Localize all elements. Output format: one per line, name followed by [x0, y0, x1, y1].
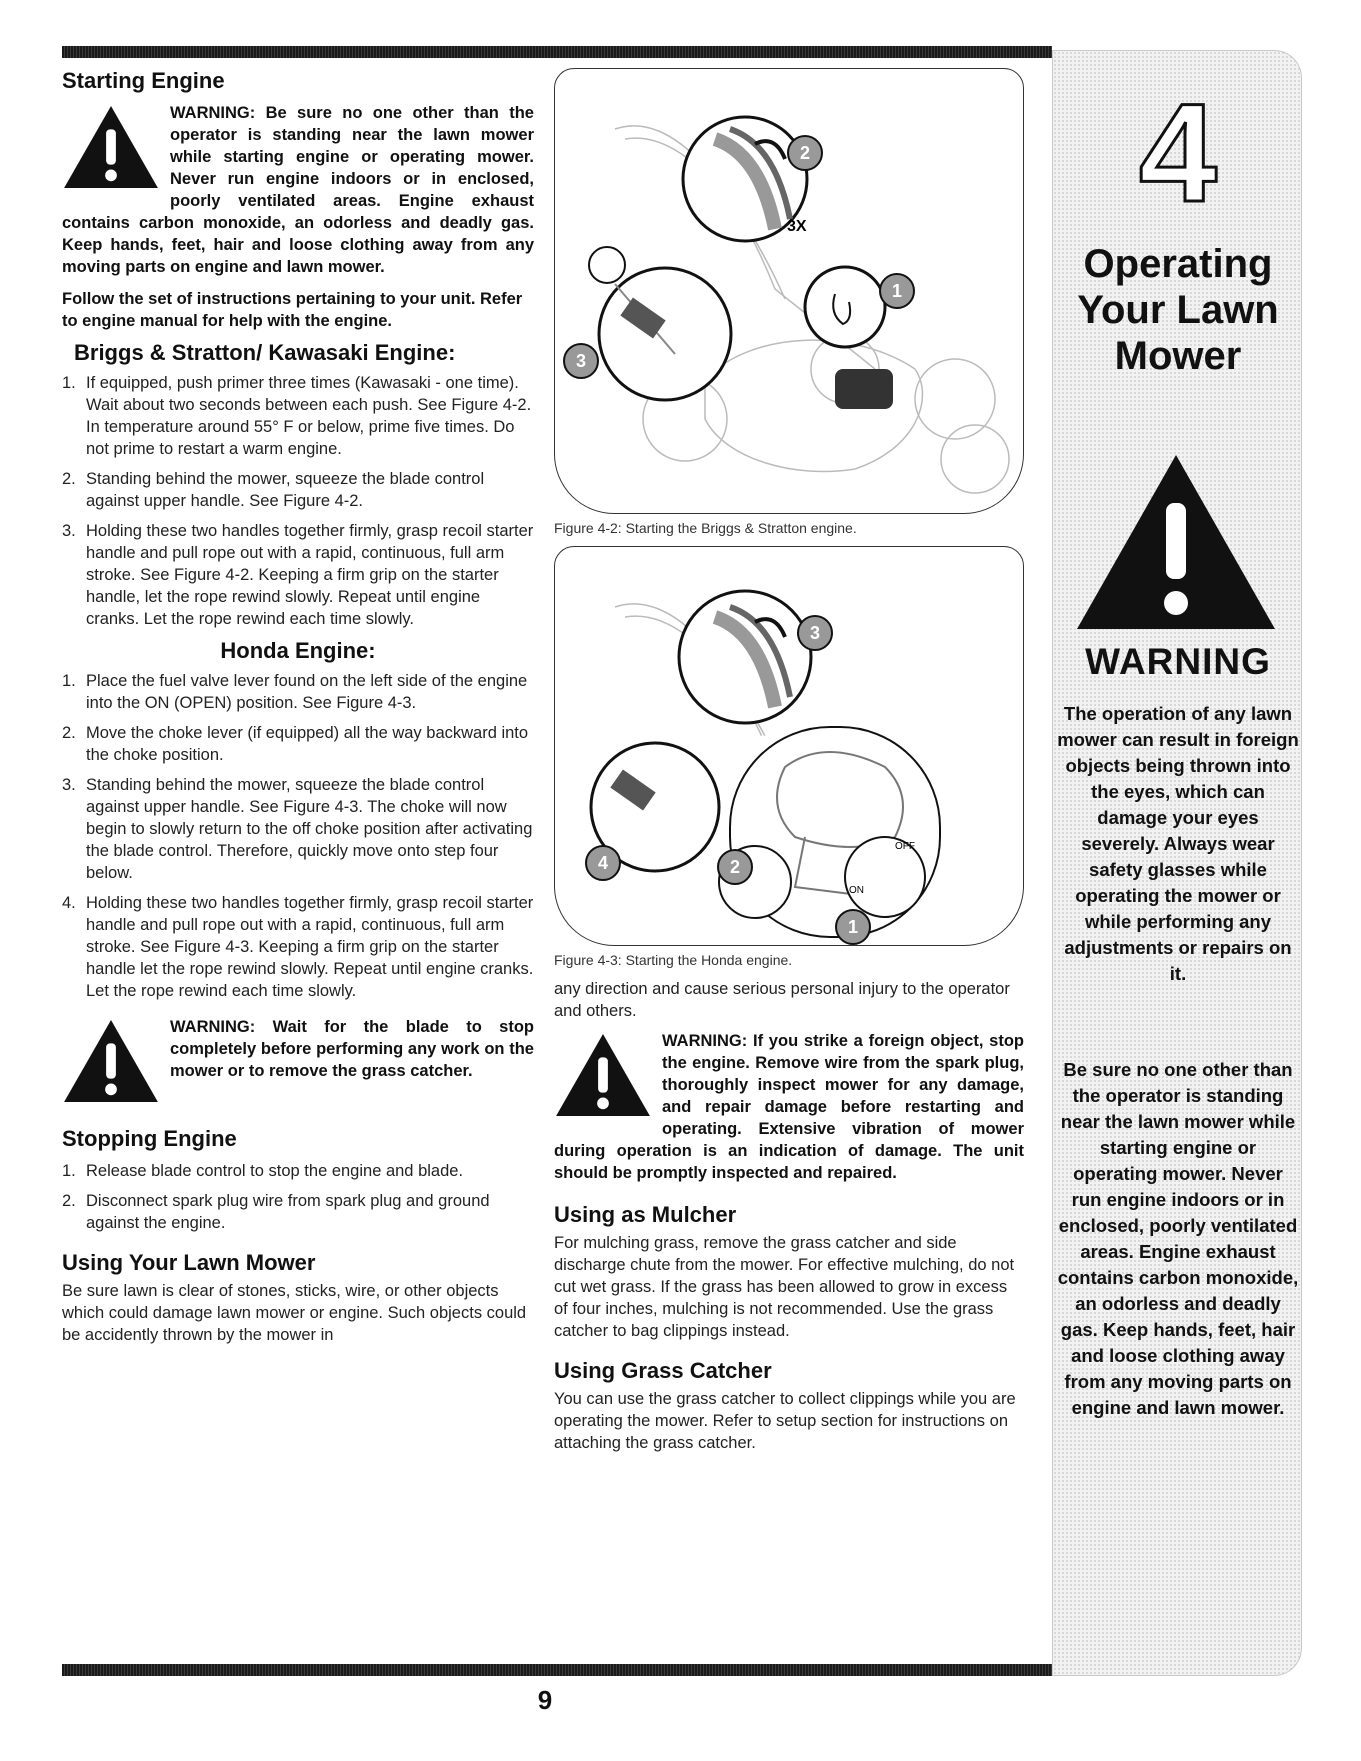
chapter-title: Operating Your Lawn Mower [1077, 242, 1279, 378]
list-item: 2. Move the choke lever (if equipped) all the way backward into the choke position. [62, 724, 529, 764]
list-item: 3. Standing behind the mower, squeeze the blade control against upper handle. See Figure 4-3. The choke will now begin to slowly return to the off choke position after activating the blade control. Therefore, quickly move onto step four below. [62, 776, 533, 882]
list-item: 3. Holding these two handles together firmly, grasp recoil starter handle and pull rope out with a rapid, continuous, full arm stroke. See Figure 4-2. Keeping a firm grip on the starter handle, let the rope rewind slowly. Repeat until engine cranks. Let the rope rewind each time slowly. [62, 522, 534, 628]
honda-steps [62, 670, 534, 1002]
on-label: ON [849, 885, 864, 896]
briggs-steps [62, 372, 534, 630]
list-item: 4. Holding these two handles together firmly, grasp recoil starter handle and pull rope out with a rapid, continuous, full arm stroke. See Figure 4-3. Keeping a firm grip on the starter handle let the rope rewind slowly. Repeat until engine cranks. Let the rope rewind each time slowly. [62, 894, 534, 1000]
list-item: 2. Standing behind the mower, squeeze the blade control against upper handle. See Figure 4-2. [62, 470, 485, 510]
mulcher-heading: Using as Mulcher [554, 1202, 737, 1227]
middle-column [554, 68, 1024, 1454]
figure-4-3-caption: Figure 4-3: Starting the Honda engine. [554, 952, 793, 968]
sidebar-warning-text-1: The operation of any lawn mower can result in foreign objects being thrown into the eyes, which can damage your eyes severely. Always wear safety glasses while operating the mower or while performing any adjustments or repairs on it. [1057, 703, 1299, 984]
svg-text:2: 2 [729, 857, 741, 877]
using-text-right: any direction and cause serious personal injury to the operator and others. [554, 980, 1010, 1020]
figure-4-2 [554, 68, 1024, 514]
using-text-left: Be sure lawn is clear of stones, sticks, wire, or other objects which could damage lawn mower or engine. Such objects could be accidently thrown by the mower in [62, 1282, 527, 1344]
grass-catcher-text: You can use the grass catcher to collect clippings while you are operating the mower. Refer to setup section for instructions on attaching the grass catcher. [554, 1390, 1016, 1452]
stopping-engine-heading: Stopping Engine [62, 1126, 237, 1151]
warning-triangle-icon [62, 1018, 160, 1104]
top-rule [62, 46, 1052, 58]
honda-engine-illustration [555, 547, 1023, 946]
grass-catcher-heading: Using Grass Catcher [554, 1358, 772, 1383]
foreign-object-warning: WARNING: If you strike a foreign object, stop the engine. Remove wire from the spark plug, thoroughly inspect mower for any damage, and repair damage before restarting and operating. Extensive vibration of mower during operation is an indication of damage. The unit should be promptly inspected and repaired. [554, 1032, 1024, 1182]
list-item: 1. If equipped, push primer three times (Kawasaki - one time). Wait about two seconds between each push. See Figure 4-2. In temperature around 55° F or below, prime five times. Do not prime to restart a warm engine. [62, 374, 532, 458]
svg-text:2: 2 [799, 143, 811, 163]
list-item: 1. Release blade control to stop the engine and blade. [62, 1162, 464, 1180]
figure-4-3 [554, 546, 1024, 946]
starting-engine-heading: Starting Engine [62, 68, 225, 93]
using-lawn-mower-heading: Using Your Lawn Mower [62, 1250, 316, 1275]
warning-triangle-icon [554, 1032, 652, 1118]
warning-triangle-icon [62, 104, 160, 190]
honda-heading: Honda Engine: [220, 638, 376, 663]
mulcher-text: For mulching grass, remove the grass catcher and side discharge chute from the mower. For effective mulching, do not cut wet grass. If the grass has been allowed to grow in excess of four inches, mulching is not recommended. Use the grass catcher to bag clippings instead. [554, 1234, 1015, 1340]
stopping-steps [62, 1160, 534, 1234]
list-item: 2. Disconnect spark plug wire from spark plug and ground against the engine. [62, 1192, 490, 1232]
starting-warning [62, 102, 534, 278]
chapter-number [1053, 81, 1303, 226]
svg-text:1: 1 [891, 281, 903, 301]
svg-text:3: 3 [575, 351, 587, 371]
follow-instructions-note: Follow the set of instructions pertaining to your unit. Refer to engine manual for help with the engine. [62, 290, 523, 330]
bottom-rule [62, 1664, 1052, 1676]
svg-text:4: 4 [597, 853, 609, 873]
briggs-heading: Briggs & Stratton/ Kawasaki Engine: [74, 340, 456, 365]
warning-triangle-icon [1073, 451, 1279, 633]
pull-3x-label: 3X [787, 218, 807, 235]
blade-stop-warning: WARNING: Wait for the blade to stop completely before performing any work on the mower or to remove the grass catcher. [62, 1016, 534, 1108]
figure-4-2-caption: Figure 4-2: Starting the Briggs & Stratton engine. [554, 520, 857, 536]
svg-text:1: 1 [847, 917, 859, 937]
svg-text:3: 3 [809, 623, 821, 643]
sidebar-warning-title: WARNING [1085, 641, 1271, 682]
sidebar-warning-text-2: Be sure no one other than the operator is standing near the lawn mower while starting engine or operating mower. Never run engine indoors or in enclosed, poorly ventilated areas. Engine exhaust contains carbon monoxide, an odorless and deadly gas. Keep hands, feet, hair and loose clothing away from any moving parts on engine and lawn mower. [1057, 1059, 1299, 1418]
chapter-sidebar [1052, 50, 1302, 1676]
list-item: 1. Place the fuel valve lever found on the left side of the engine into the ON (OPEN) position. See Figure 4-3. [62, 672, 528, 712]
svg-text:4: 4 [1139, 81, 1217, 221]
briggs-engine-illustration [555, 69, 1023, 514]
left-column [62, 68, 534, 1346]
starting-warning-text: WARNING: Be sure no one other than the operator is standing near the lawn mower while starting engine or operating mower. Never run engine indoors or in enclosed, poorly ventilated areas. Engine exhaust contains carbon monoxide, an odorless and deadly gas. Keep hands, feet, hair and loose clothing away from any moving parts on engine and lawn mower. [62, 104, 534, 276]
off-label: OFF [895, 841, 915, 852]
page-number: 9 [537, 1685, 553, 1715]
